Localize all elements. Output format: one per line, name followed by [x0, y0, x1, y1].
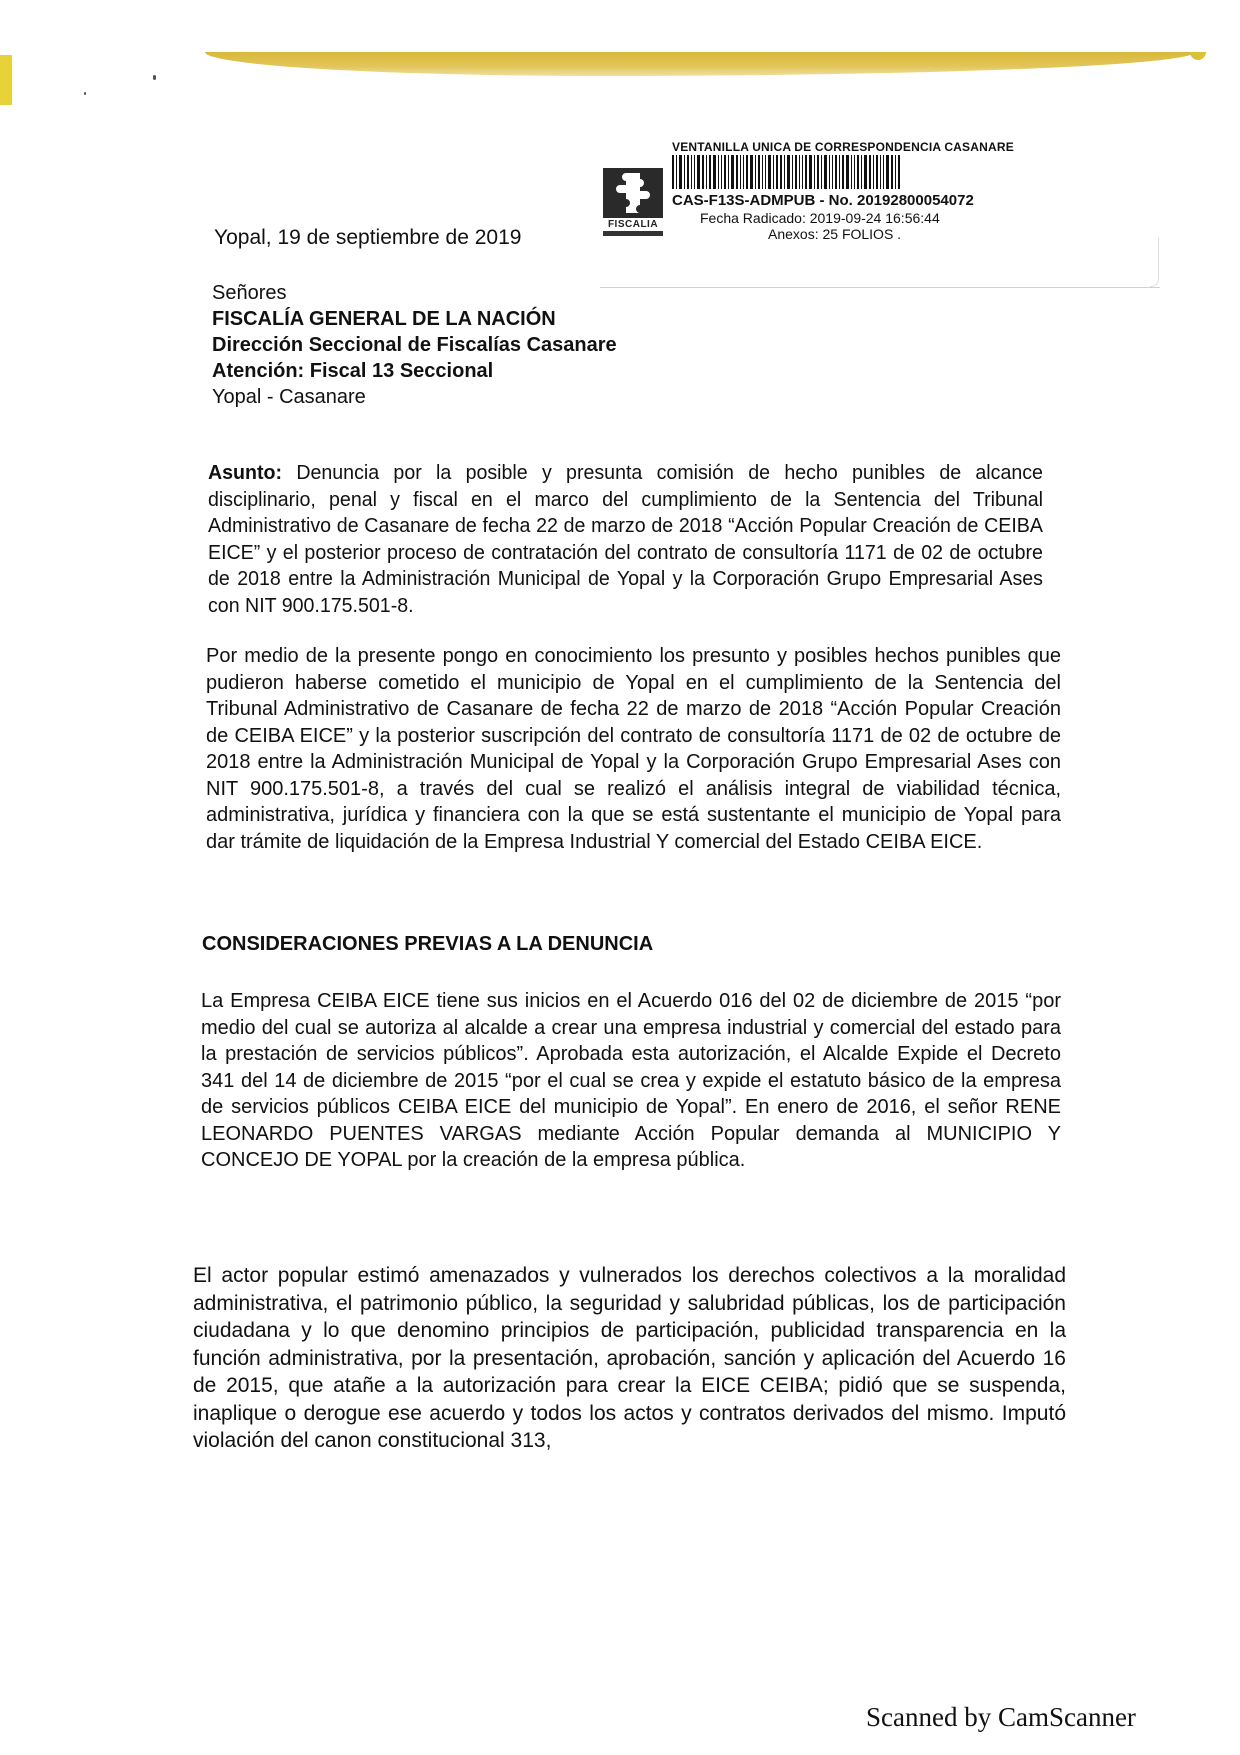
barcode-bar — [842, 155, 844, 189]
barcode-bar — [746, 155, 748, 189]
barcode-bar — [706, 155, 707, 189]
stamp-anexos: Anexos: 25 FOLIOS . — [768, 226, 902, 242]
barcode-bar — [709, 155, 711, 189]
barcode-bar — [886, 155, 889, 189]
barcode-bar — [694, 155, 695, 189]
paper-stain-left — [0, 55, 12, 105]
barcode-bar — [864, 155, 867, 189]
barcode-bar — [824, 155, 827, 189]
barcode-bar — [817, 155, 819, 189]
recipient-city: Yopal - Casanare — [212, 386, 366, 408]
barcode-bar — [799, 155, 800, 189]
barcode-bar — [795, 155, 797, 189]
barcode-bar — [672, 155, 674, 189]
barcode-bar — [832, 155, 833, 189]
barcode-bar — [880, 155, 881, 189]
paper-stain-right — [1190, 52, 1206, 60]
subject-label: Asunto: — [208, 462, 283, 484]
barcode-bar — [805, 155, 807, 189]
barcode-bar — [861, 155, 862, 189]
puzzle-piece-icon — [603, 168, 663, 218]
speck — [84, 92, 86, 95]
barcode-bar — [898, 155, 900, 189]
recipient-direction: Dirección Seccional de Fiscalías Casanare — [212, 334, 617, 356]
barcode-bar — [750, 155, 753, 189]
barcode-bar — [869, 155, 871, 189]
paper-stain — [205, 52, 1195, 76]
section-heading: CONSIDERACIONES PREVIAS A LA DENUNCIA — [202, 933, 654, 955]
barcode-bar — [776, 155, 778, 189]
letter-date: Yopal, 19 de septiembre de 2019 — [214, 226, 522, 249]
barcode-bar — [883, 155, 884, 189]
stamp-fecha: Fecha Radicado: 2019-09-24 16:56:44 — [700, 210, 940, 226]
logo-underline — [603, 231, 663, 236]
barcode-bar — [721, 155, 722, 189]
barcode-bar — [839, 155, 840, 189]
barcode-bar — [857, 155, 859, 189]
barcode-bar — [835, 155, 837, 189]
barcode-bar — [724, 155, 726, 189]
stamp-ventanilla: VENTANILLA UNICA DE CORRESPONDENCIA CASANARE — [672, 142, 1014, 153]
barcode-bar — [780, 155, 782, 189]
barcode-bar — [755, 155, 756, 189]
barcode-bar — [787, 155, 790, 189]
speck — [153, 75, 156, 80]
stamp-radicado: CAS-F13S-ADMPUB - No. 20192800054072 — [672, 192, 974, 209]
barcode-bar — [851, 155, 852, 189]
barcode-bar — [728, 155, 729, 189]
barcode-bar — [829, 155, 830, 189]
barcode-bar — [854, 155, 855, 189]
barcode-bar — [697, 155, 700, 189]
barcode-bar — [821, 155, 822, 189]
barcode-bar — [809, 155, 812, 189]
barcode-bar — [846, 155, 849, 189]
barcode-bar — [718, 155, 719, 189]
barcode-bar — [691, 155, 692, 189]
subject-paragraph — [208, 460, 1043, 619]
barcode-bar — [895, 155, 896, 189]
barcode-bar — [740, 155, 741, 189]
barcode-bar — [702, 155, 704, 189]
barcode-bar — [676, 155, 677, 189]
barcode-bar — [731, 155, 734, 189]
barcode-bar — [876, 155, 878, 189]
filing-stamp — [672, 142, 1032, 242]
recipient-org: FISCALÍA GENERAL DE LA NACIÓN — [212, 308, 556, 330]
stamp-corner — [1150, 238, 1159, 287]
body-paragraph-1: Por medio de la presente pongo en conocimiento los presunto y posibles hechos punibles que pudieron haberse cometido el municipio de Yopal en el cumplimiento de la Sentencia del Tribunal Administrativo de Casanare de fecha 22 de marzo de 2018 “Acción Popular Creación de CEIBA EICE” y la posterior suscripción del contrato de consultoría 1171 de 02 de octubre de 2018 entre la Administración Municipal de Yopal y la Corporación Grupo Empresarial Ases con NIT 900.175.501-8, a través del cual se realizó el análisis integral de viabilidad técnica, administrativa, jurídica y financiera con la que se está sustentante el municipio de Yopal para dar trámite de liquidación de la Empresa Industrial Y comercial del Estado CEIBA EICE. — [206, 645, 1061, 853]
barcode-bar — [784, 155, 785, 189]
barcode-bar — [762, 155, 763, 189]
barcode-bar — [736, 155, 738, 189]
camscanner-watermark: Scanned by CamScanner — [866, 1702, 1136, 1732]
barcode-bar — [765, 155, 766, 189]
body-paragraph-2: La Empresa CEIBA EICE tiene sus inicios en el Acuerdo 016 del 02 de diciembre de 2015 “por medio del cual se autoriza al alcalde a crear una empresa industrial y comercial del estado para la prestación de servicios públicos”. Aprobada esta autorización, el Alcalde Expide el Decreto 341 del 14 de diciembre de 2015 “por el cual se crea y expide el estatuto básico de la empresa de servicios públicos CEIBA EICE del municipio de Yopal”. En enero de 2016, el señor RENE LEONARDO PUENTES VARGAS mediante Acción Popular demanda al MUNICIPIO Y CONCEJO DE YOPAL por la creación de la empresa pública. — [201, 990, 1061, 1171]
barcode-bar — [792, 155, 793, 189]
barcode-bar — [802, 155, 803, 189]
barcode-bar — [684, 155, 685, 189]
barcode-bar — [687, 155, 689, 189]
logo-label: FISCALIA — [607, 219, 659, 230]
body-paragraph-3: El actor popular estimó amenazados y vulnerados los derechos colectivos a la moralidad administrativa, el patrimonio público, la seguridad y salubridad públicas, los de participación ciudadana y lo que denomino principios de participación, publicidad transparencia en la función administrativa, por la presentación, aprobación, sanción y aplicación del Acuerdo 16 de 2015, que atañe a la autorización para crear la EICE CEIBA; pidió que se suspenda, inaplique o derogue ese acuerdo y todos los actos y contratos derivados del mismo. Imputó violación del canon constitucional 313, — [193, 1264, 1066, 1452]
fiscalia-logo — [603, 168, 663, 236]
recipient-block — [212, 280, 617, 410]
barcode-bar — [768, 155, 771, 189]
recipient-attention: Atención: Fiscal 13 Seccional — [212, 360, 494, 382]
barcode-bar — [679, 155, 682, 189]
subject-text: Denuncia por la posible y presunta comisión de hecho punibles de alcance disciplinario, penal y fiscal en el marco del cumplimiento de la Sentencia del Tribunal Administrativo de Casanare de fecha 22 de marzo de 2018 “Acción Popular Creación de CEIBA EICE” y el posterior proceso de contratación del contrato de consultoría 1171 de 02 de octubre de 2018 entre la Administración Municipal de Yopal y la Corporación Grupo Empresarial Ases con NIT 900.175.501-8. — [208, 462, 1043, 617]
barcode-bar — [743, 155, 744, 189]
salutation: Señores — [212, 282, 287, 304]
barcode-bar — [891, 155, 893, 189]
barcode-bar — [814, 155, 815, 189]
barcode — [672, 155, 1032, 189]
stamp-border — [600, 287, 1160, 288]
barcode-bar — [773, 155, 774, 189]
barcode-bar — [713, 155, 716, 189]
barcode-bar — [758, 155, 760, 189]
barcode-bar — [873, 155, 874, 189]
